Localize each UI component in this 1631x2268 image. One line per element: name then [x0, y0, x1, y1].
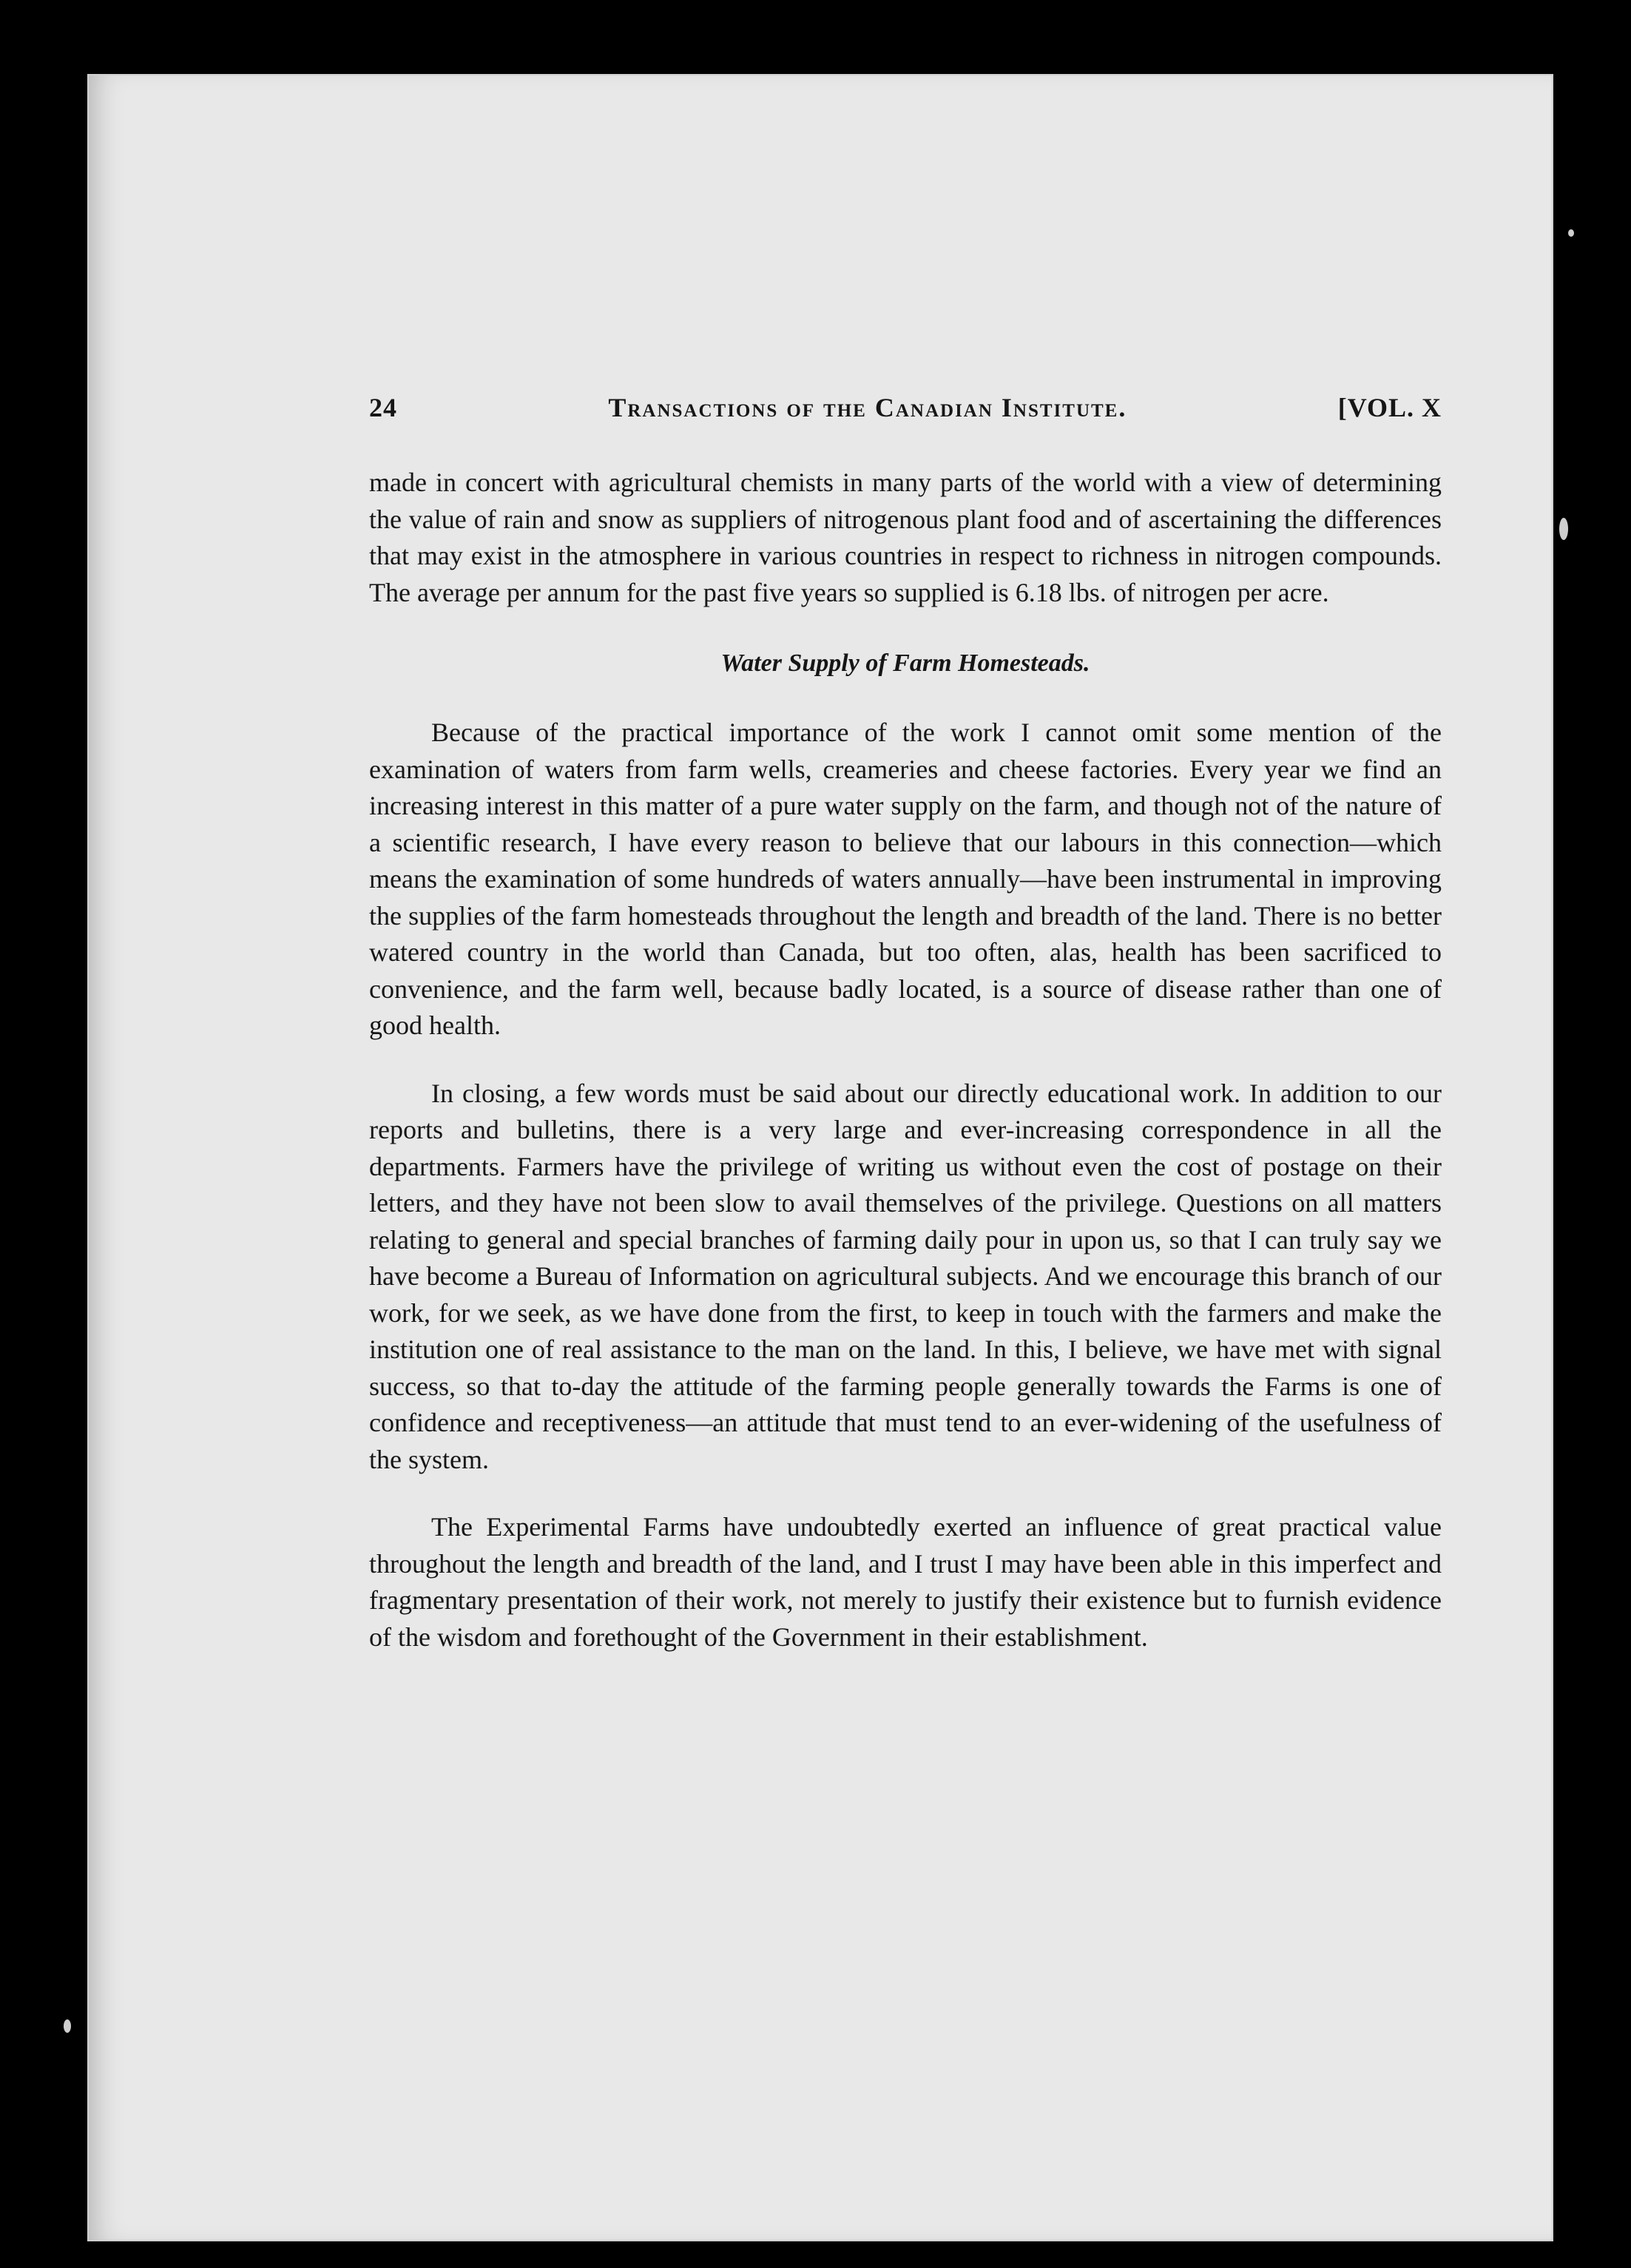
paragraph-educational-work: In closing, a few words must be said about our directly educational work. In addition to our reports and bulletins, there is a very large and ever-increasing correspondence in all the departments. Farmers have the privilege of writing us without even the cost of postage on their letters, and they have not been slow to avail themselves of the privilege. Questions on all matters relating to general and special branches of farming daily pour in upon us, so that I can truly say we have become a Bureau of Information on agricultural subjects. And we encourage this branch of our work, for we seek, as we have done from the first, to keep in touch with the farmers and make the institution one of real assistance to the man on the land. In this, I believe, we have met with signal success, so that to-day the attitude of the farming people generally towards the Farms is one of confidence and receptiveness—an attitude that must tend to an ever-widening of the usefulness of the system.: [369, 1078, 1442, 1474]
book-page: [87, 74, 1553, 2241]
dust-speck: [64, 2019, 71, 2033]
paragraph-conclusion: The Experimental Farms have undoubtedly exerted an influence of great practical value throughout the length and breadth of the land, and I trust I may have been able in this imperfect and fragmentary presentation of their work, not merely to justify their existence but to furnish evidence of the wisdom and forethought of the Government in their establishment.: [369, 1512, 1442, 1652]
running-header: [369, 392, 1442, 432]
page-number: 24: [369, 393, 397, 422]
running-title: Transactions of the Canadian Institute.: [608, 393, 1127, 422]
volume-label: [VOL. X: [1337, 393, 1442, 422]
page-content: [369, 392, 1442, 1656]
dust-speck: [1568, 229, 1574, 237]
dust-speck: [1559, 518, 1568, 540]
paragraph-water-supply: Because of the practical importance of the work I cannot omit some mention of the examination of waters from farm wells, creameries and cheese factories. Every year we find an increasing interest in this matter of a pure water supply on the farm, and though not of the nature of a scientific research, I have every reason to believe that our labours in this connection—which means the examination of some hundreds of waters annually—have been instrumental in improving the supplies of the farm homesteads throughout the length and breadth of the land. There is no better watered country in the world than Canada, but too often, alas, health has been sacrificed to convenience, and the farm well, because badly located, is a source of disease rather than one of good health.: [369, 718, 1442, 1040]
section-heading: Water Supply of Farm Homesteads.: [720, 649, 1090, 677]
paragraph-nitrogen: made in concert with agricultural chemists in many parts of the world with a view of determining the value of rain and snow as suppliers of nitrogenous plant food and of ascertaining the differences that may exist in the atmosphere in various countries in respect to richness in nitrogen compounds. The average per annum for the past five years so supplied is 6.18 lbs. of nitrogen per acre.: [369, 468, 1442, 607]
